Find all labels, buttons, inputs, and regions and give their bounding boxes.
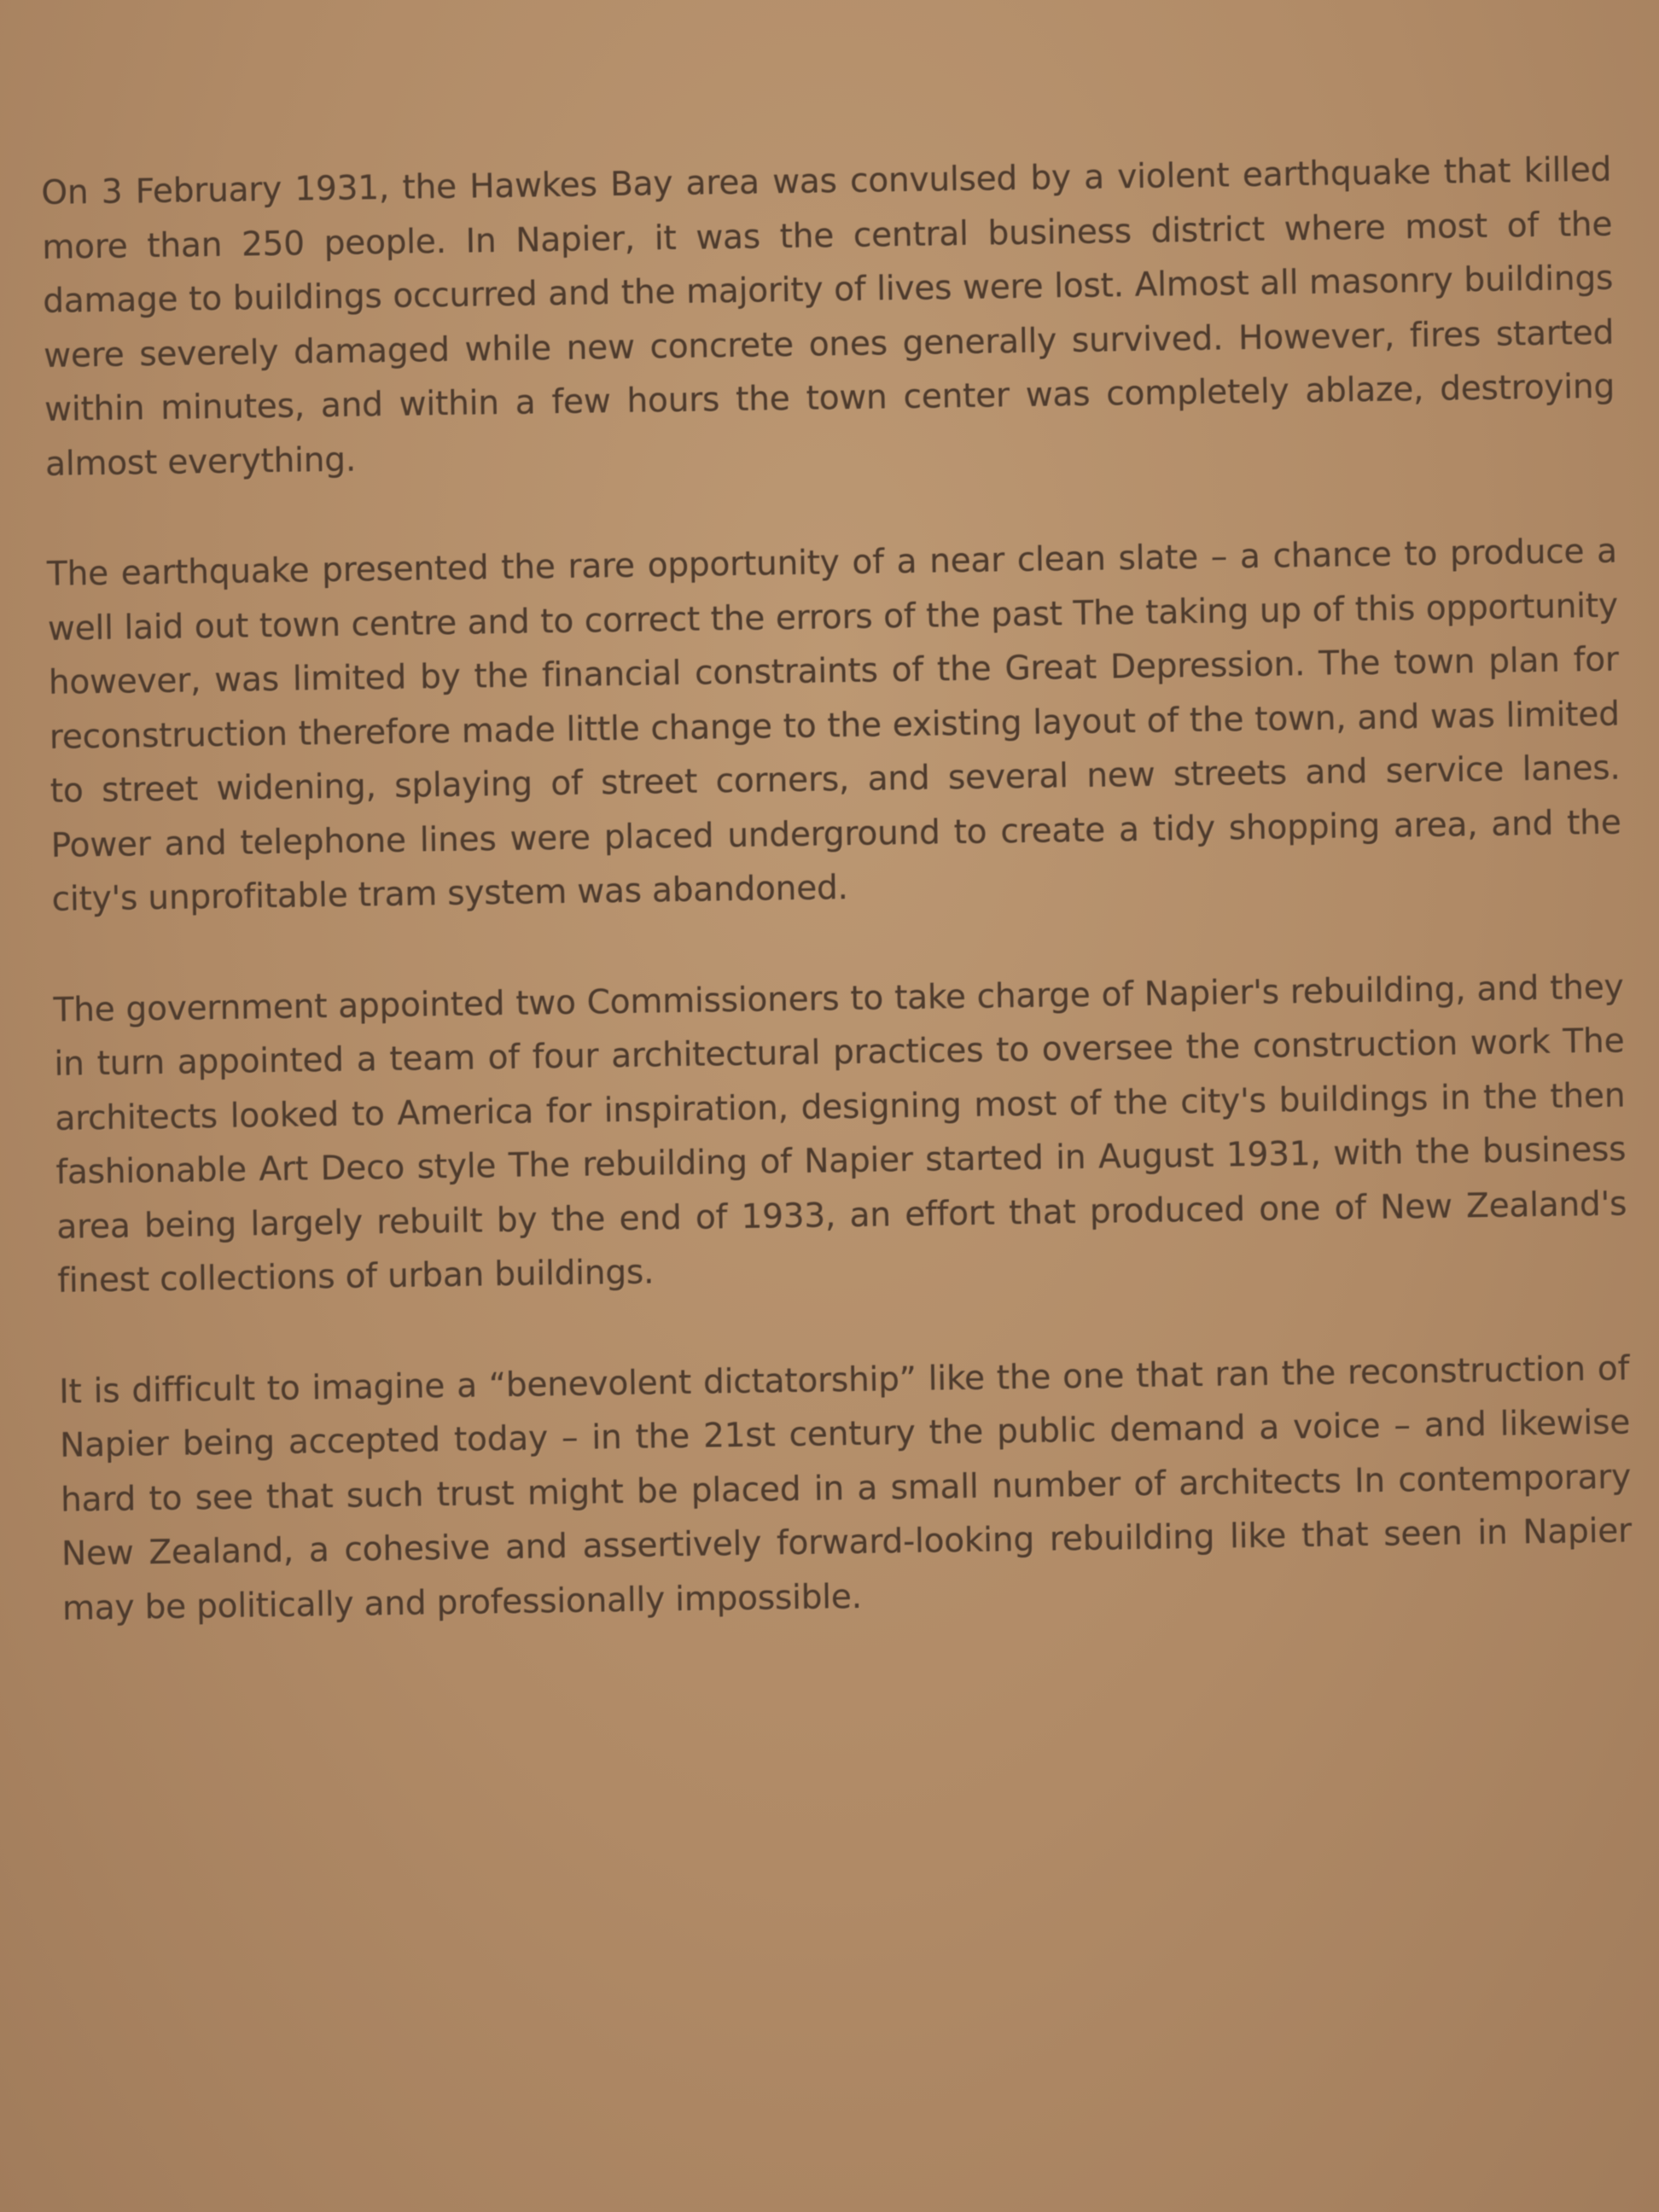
paragraph-town-plan: The earthquake presented the rare opportunity of a near clean slate – a chance to produce a well laid out town centre and to correct the errors of the past The taking up of this opportunity however, was limited by the financial constraints of the Great Depression. The town plan for reconstruction therefore made little change to the existing layout of the town, and was limited to street widening, splaying of street corners, and several new streets and service lanes. Power and telephone lines were placed underground to create a tidy shopping area, and the city's unprofitable tram system was abandoned.	[46, 532, 1621, 919]
paragraph-reflection: It is difficult to imagine a “benevolent dictatorship” like the one that ran the reconstruction of Napier being accepted today – in the 21st century the public demand a voice – and likewise hard to see that such trust might be placed in a small number of architects In contemporary New Zealand, a cohesive and assertively forward-looking rebuilding like that seen in Napier may be politically and professionally impossible.	[58, 1349, 1633, 1628]
paragraph-earthquake: On 3 February 1931, the Hawkes Bay area was convulsed by a violent earthquake that killed more than 250 people. In Napier, it was the central business district where most of the damage to buildings occurred and the majority of lives were lost. Almost all masonry buildings were severely damaged while new concrete ones generally survived. However, fires started within minutes, and within a few hours the town center was completely ablaze, destroying almost everything.	[41, 150, 1615, 484]
paragraph-rebuilding: The government appointed two Commissioners to take charge of Napier's rebuilding, and they in turn appointed a team of four architectural practices to oversee the construction work The architects looked to America for inspiration, designing most of the city's buildings in the then fashionable Art Deco style The rebuilding of Napier started in August 1931, with the business area being largely rebuilt by the end of 1933, an effort that produced one of New Zealand's finest collections of urban buildings.	[53, 968, 1627, 1301]
wall-text-panel	[41, 143, 1633, 1692]
